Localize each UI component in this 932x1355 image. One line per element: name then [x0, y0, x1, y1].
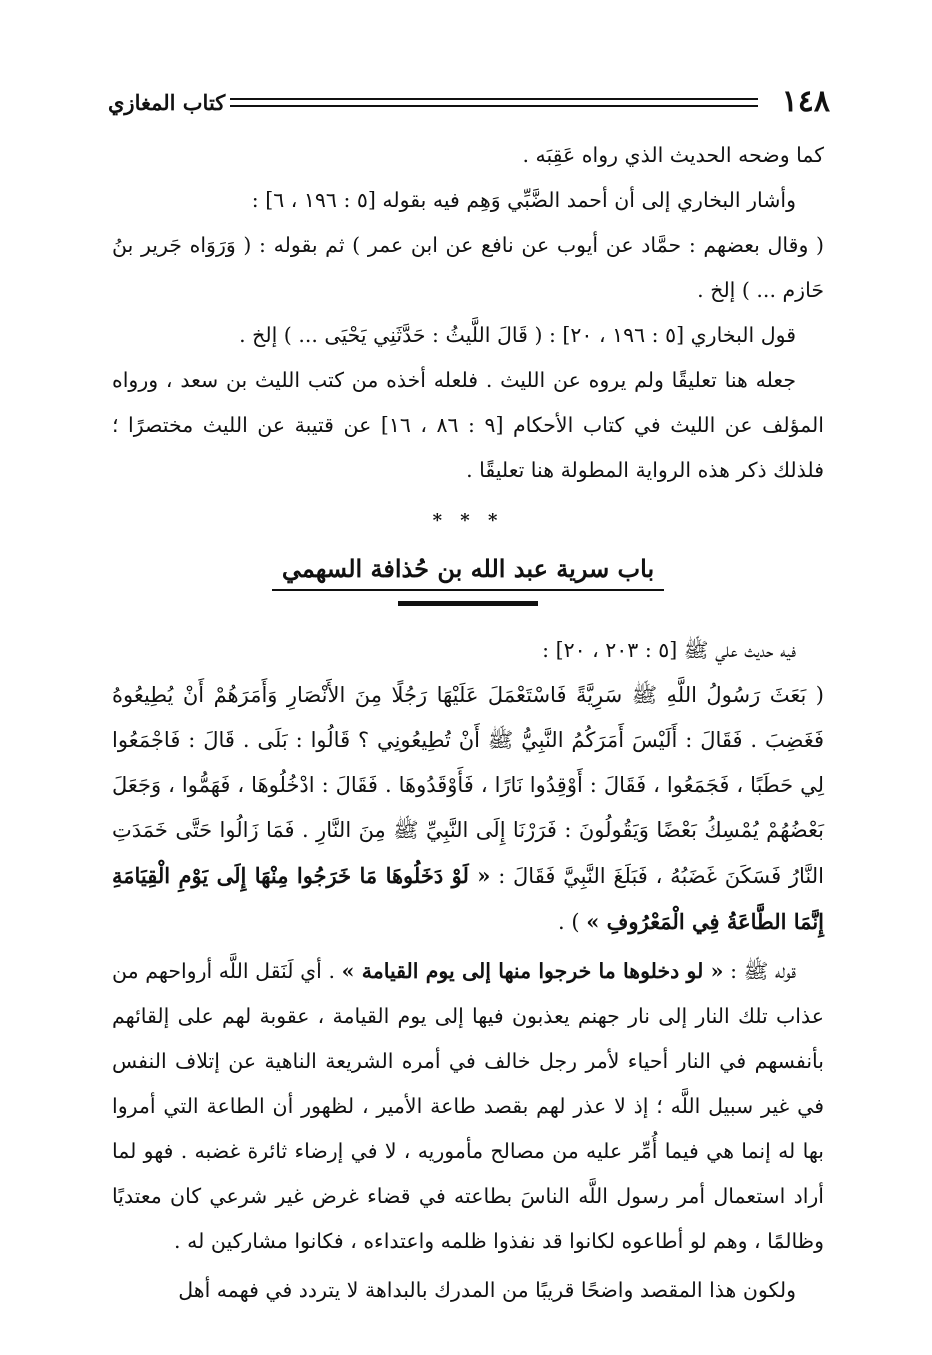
commentary-quote: « لو دخلوها ما خرجوا منها إلى يوم القيامة » — [341, 959, 724, 983]
header-rule — [230, 98, 758, 107]
body-text — [112, 133, 824, 1313]
paragraph-5: جعله هنا تعليقًا ولم يروه عن الليث . فلعله أخذه من كتب الليث بن سعد ، ورواه المؤلف عن الليث في كتاب الأحكام [٩ : ٨٦ ، ١٦] عن قتيبة عن الليث مختصرًا ؛ فلذلك ذكر هذه الرواية المطولة هنا تعليقًا . — [112, 368, 824, 482]
chapter-title — [112, 547, 824, 591]
commentary-paragraph-2: ولكون هذا المقصد واضحًا قريبًا من المدرك بالبداهة لا يتردد في فهمه أهل — [178, 1278, 796, 1302]
commentary-paragraph-1 — [112, 949, 824, 1264]
page-header — [108, 84, 830, 124]
paragraph-2: وأشار البخاري إلى أن أحمد الضَّبِّي وَهِم فيه بقوله [٥ : ١٩٦ ، ٦] : — [251, 188, 796, 212]
hadith-body: ( بَعَثَ رَسُولُ اللَّهِ ﷺ سَرِيَّةً فَاسْتَعْمَلَ عَلَيْهَا رَجُلًا مِنَ الأَنْصَارِ وَأَمَرَهُمْ أَنْ يُطِيعُوهُ فَغَضِبَ . فَقَالَ : أَلَيْسَ أَمَرَكُمُ النَّبِيُّ ﷺ أَنْ تُطِيعُونِي ؟ قَالُوا : بَلَى . قَالَ : فَاجْمَعُوا لِي حَطَبًا ، فَجَمَعُوا ، فَقَالَ : أَوْقِدُوا نَارًا ، فَأَوْقَدُوهَا . فَقَالَ : ادْخُلُوهَا ، فَهَمُّوا ، وَجَعَلَ بَعْضُهُمْ يُمْسِكُ بَعْضًا وَيَقُولُونَ : فَرَرْنَا إِلَى النَّبِيِّ ﷺ مِنَ النَّارِ . فَمَا زَالُوا حَتَّى خَمَدَتِ النَّارُ فَسَكَنَ غَضَبُهُ ، فَبَلَغَ النَّبِيَّ فَقَالَ : — [112, 683, 824, 888]
title-rule — [398, 601, 538, 606]
paragraph-1: كما وضحه الحديث الذي رواه عَقِبَه . — [522, 143, 824, 167]
paragraph-3: ( وقال بعضهم : حمَّاد عن أيوب عن نافع عن ابن عمر ) ثم بقوله : ( وَرَوَاه جَرير بنُ حَازم ... ) إلخ . — [112, 233, 824, 302]
section-separator: * * * — [432, 510, 504, 531]
page-number: ١٤٨ — [781, 84, 830, 119]
running-title: كتاب المغازي — [108, 90, 226, 115]
hadith-quote: « لَوْ دَخَلُوهَا مَا خَرَجُوا مِنْهَا إِلَى يَوْمِ الْقِيَامَةِ إِنَّمَا الطَّاعَةُ فِي الْمَعْرُوفِ » — [112, 863, 824, 934]
hadith-end: ) . — [558, 910, 587, 934]
hadith-intro: فيه حديث علي ﷺ [٥ : ٢٠٣ ، ٢٠] : — [542, 638, 796, 662]
commentary-body: . أي لَنَقل اللَّه أرواحهم من عذاب تلك النار إلى نار جهنم يعذبون فيها إلى يوم القيامة ، عقوبة لهم على إلقائهم بأنفسهم في النار أحياء لأمر رجل خالف في أمره الشريعة الناهية عن إتلاف النفس في غير سبيل اللَّه ؛ إذ لا عذر لهم بقصد طاعة الأمير ، لظهور أن الطاعة التي أمروا بها له إنما هي فيما أُمِّر عليه من مصالح مأموريه ، لا في إرضاء ثائرة غضبه . فهو لما أراد استعمال أمر رسول اللَّه الناسَ بطاعته في قضاء غرض غير شرعي كان معتديًا وظالمًا ، وهم لو أطاعوه لكانوا قد نفذوا ظلمه واعتداءه ، فكانوا مشاركين له . — [112, 959, 824, 1253]
paragraph-4: قول البخاري [٥ : ١٩٦ ، ٢٠] : ( قَالَ اللَّيثُ : حَدَّثَنِي يَحْيَى ... ) إلخ . — [239, 323, 796, 347]
commentary-lead: قوله ﷺ : — [723, 959, 796, 983]
hadith-text — [112, 673, 824, 945]
chapter-title-text: باب سرية عبد الله بن حُذافة السهمي — [272, 549, 664, 591]
